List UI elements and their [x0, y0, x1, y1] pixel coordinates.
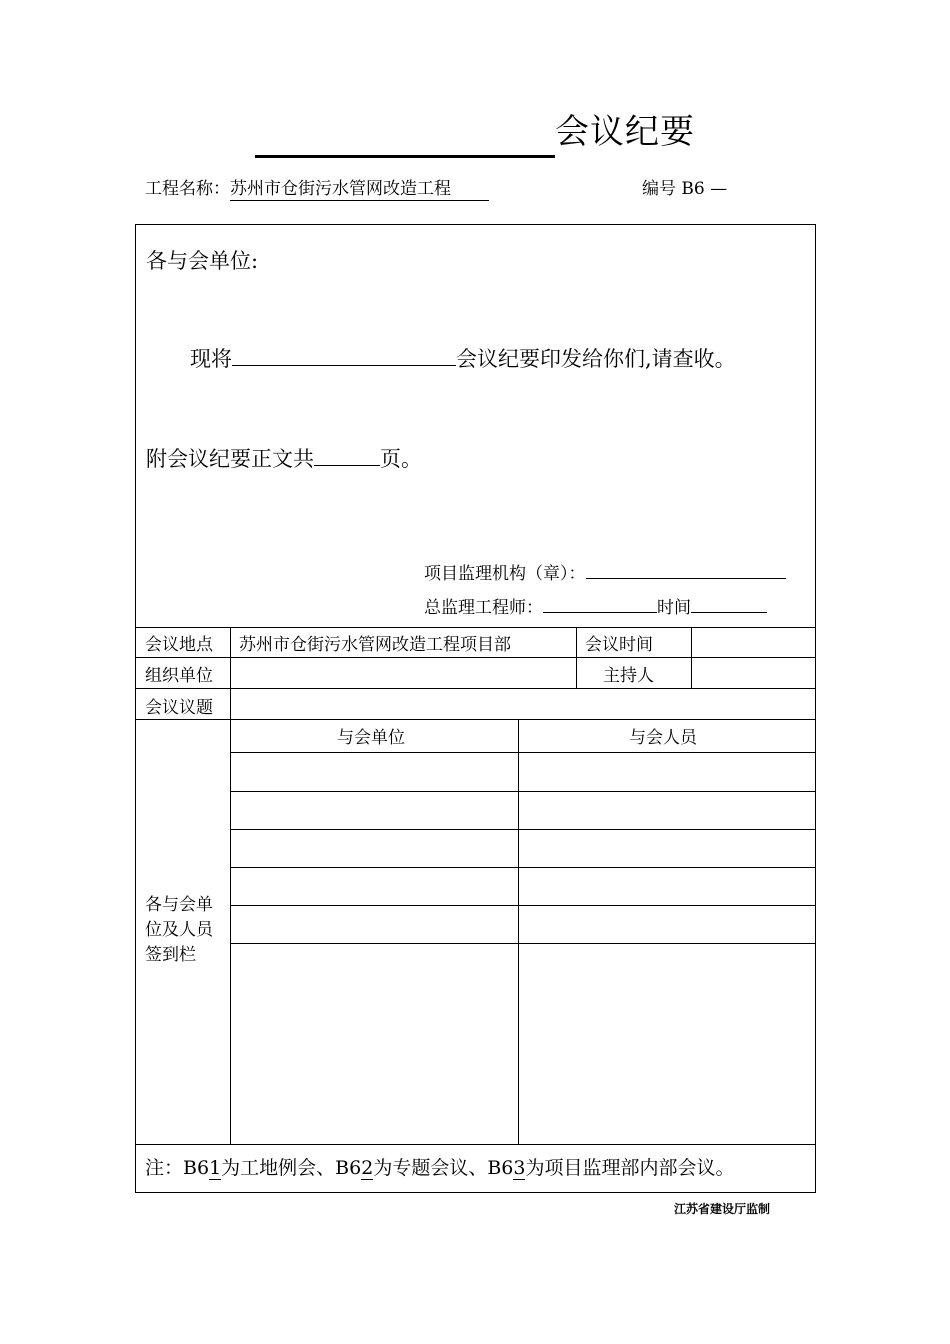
chief-engineer-line	[424, 593, 767, 618]
supervision-org-label: 项目监理机构（章）：	[424, 564, 586, 584]
meeting-minutes-form	[135, 224, 816, 1193]
attachment-prefix: 附会议纪要正文共	[146, 447, 314, 471]
signin-unit-cell[interactable]	[231, 792, 518, 829]
signin-people-cell[interactable]	[519, 792, 815, 829]
signin-label-line: 各与会单	[145, 895, 213, 915]
attachment-line	[146, 443, 422, 473]
signin-label	[145, 893, 213, 968]
time-blank[interactable]	[691, 594, 767, 613]
row-divider	[136, 719, 815, 720]
project-label: 工程名称：	[145, 179, 230, 199]
signin-unit-cell[interactable]	[231, 906, 518, 943]
distribution-line	[190, 343, 736, 373]
signin-people-cell[interactable]	[519, 906, 815, 943]
time-label: 时间	[657, 598, 691, 618]
signin-people-cell[interactable]	[519, 830, 815, 867]
signin-label-line: 位及人员	[145, 920, 213, 940]
distribution-prefix: 现将	[190, 347, 232, 371]
supervision-org-line	[424, 559, 786, 584]
location-value[interactable]: 苏州市仓街污水管网改造工程项目部	[239, 635, 511, 655]
page-title: 会议纪要	[555, 112, 695, 152]
col-header-people: 与会人员	[629, 728, 697, 748]
organizer-field[interactable]	[231, 658, 576, 688]
signin-people-cell[interactable]	[519, 868, 815, 905]
location-label: 会议地点	[145, 635, 213, 655]
info-column-divider	[576, 627, 577, 688]
signin-people-cell[interactable]	[519, 944, 815, 1144]
note-divider	[136, 1144, 815, 1145]
signin-unit-cell[interactable]	[231, 753, 518, 791]
chief-engineer-blank[interactable]	[543, 594, 657, 613]
distribution-suffix: 会议纪要印发给你们,请查收。	[456, 347, 736, 371]
title-block	[255, 100, 715, 160]
col-header-unit: 与会单位	[337, 728, 405, 748]
document-number[interactable]: 编号 B6 —	[642, 179, 728, 199]
salutation: 各与会单位:	[146, 249, 259, 273]
topic-label: 会议议题	[145, 698, 213, 718]
attachment-suffix: 页。	[380, 447, 422, 471]
topic-field[interactable]	[231, 689, 815, 719]
organizer-label: 组织单位	[145, 666, 213, 686]
project-name-row	[145, 174, 489, 201]
signin-unit-cell[interactable]	[231, 944, 518, 1144]
signin-people-cell[interactable]	[519, 753, 815, 791]
title-blank-line	[255, 155, 555, 158]
signin-unit-cell[interactable]	[231, 868, 518, 905]
meeting-name-blank[interactable]	[232, 347, 456, 366]
note-text: 注：B61为工地例会、B62为专题会议、B63为项目监理部内部会议。	[145, 1157, 735, 1179]
signin-label-line: 签到栏	[145, 945, 196, 965]
host-label: 主持人	[603, 666, 654, 686]
meeting-time-label: 会议时间	[585, 635, 653, 655]
meeting-time-field[interactable]	[692, 628, 815, 657]
host-field[interactable]	[692, 658, 815, 688]
signin-unit-cell[interactable]	[231, 830, 518, 867]
supervision-org-blank[interactable]	[586, 560, 786, 579]
page-count-blank[interactable]	[314, 447, 380, 466]
issuer-footer: 江苏省建设厅监制	[674, 1202, 771, 1216]
project-value[interactable]: 苏州市仓街污水管网改造工程	[230, 178, 489, 201]
chief-engineer-label: 总监理工程师：	[424, 598, 543, 618]
